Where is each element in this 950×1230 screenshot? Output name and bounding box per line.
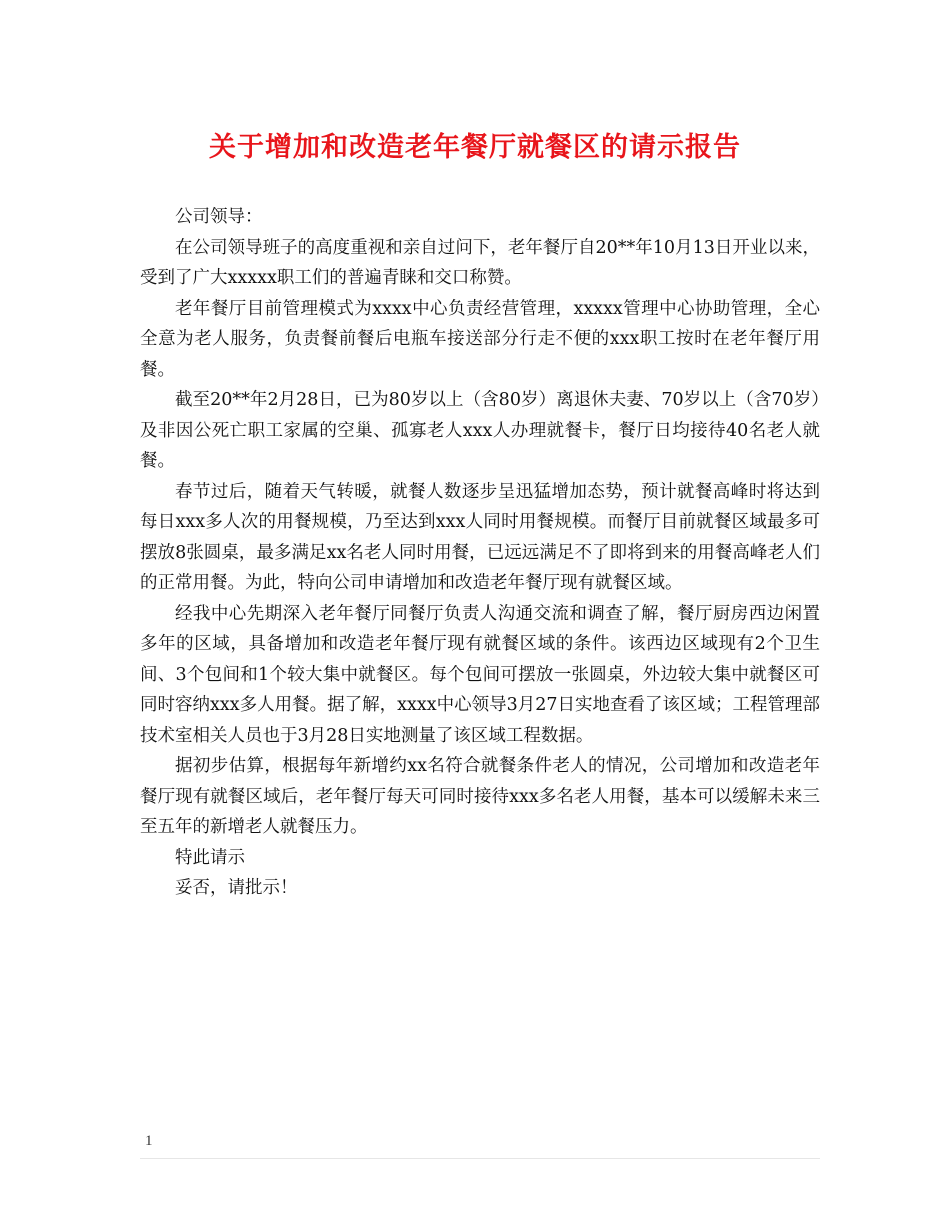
paragraph-opening: 在公司领导班子的高度重视和亲自过问下，老年餐厅自20**年10月13日开业以来，受到了广大xxxxx职工们的普遍青睐和交口称赞。: [140, 237, 820, 288]
page-number: 1: [145, 1133, 153, 1149]
paragraph-estimate: 据初步估算，根据每年新增约xx名符合就餐条件老人的情况，公司增加和改造老年餐厅现有就餐区域后，老年餐厅每天可同时接待xxx多名老人用餐，基本可以缓解未来三至五年的新增老人就餐压力。: [140, 756, 820, 837]
paragraph-management: 老年餐厅目前管理模式为xxxx中心负责经营管理，xxxxx管理中心协助管理，全心全意为老人服务，负责餐前餐后电瓶车接送部分行走不便的xxx职工按时在老年餐厅用餐。: [140, 298, 820, 380]
document-body: [140, 202, 820, 904]
footer-divider: [140, 1158, 820, 1159]
paragraph-statistics: 截至20**年2月28日，已为80岁以上（含80岁）离退休夫妻、70岁以上（含70岁）及非因公死亡职工家属的空巢、孤寡老人xxx人办理就餐卡，餐厅日均接待40名老人就餐。: [140, 390, 820, 471]
salutation: 公司领导：: [175, 207, 263, 227]
closing-request: 特此请示: [175, 847, 245, 868]
paragraph-demand: 春节过后，随着天气转暖，就餐人数逐步呈迅猛增加态势，预计就餐高峰时将达到每日xxx多人次的用餐规模，乃至达到xxx人同时用餐规模。而餐厅目前就餐区域最多可摆放8张圆桌，最多满足xx名老人同时用餐，已远远满足不了即将到来的用餐高峰老人们的正常用餐。为此，特向公司申请增加和改造老年餐厅现有就餐区域。: [140, 481, 820, 593]
paragraph-investigation: 经我中心先期深入老年餐厅同餐厅负责人沟通交流和调查了解，餐厅厨房西边闲置多年的区域，具备增加和改造老年餐厅现有就餐区域的条件。该西边区域现有2个卫生间、3个包间和1个较大集中就餐区。每个包间可摆放一张圆桌，外边较大集中就餐区可同时容纳xxx多人用餐。据了解，xxxx中心领导3月27日实地查看了该区域；工程管理部技术室相关人员也于3月28日实地测量了该区域工程数据。: [140, 603, 820, 746]
document-title: 关于增加和改造老年餐厅就餐区的请示报告: [209, 132, 741, 163]
closing-approval: 妥否，请批示！: [175, 878, 298, 898]
